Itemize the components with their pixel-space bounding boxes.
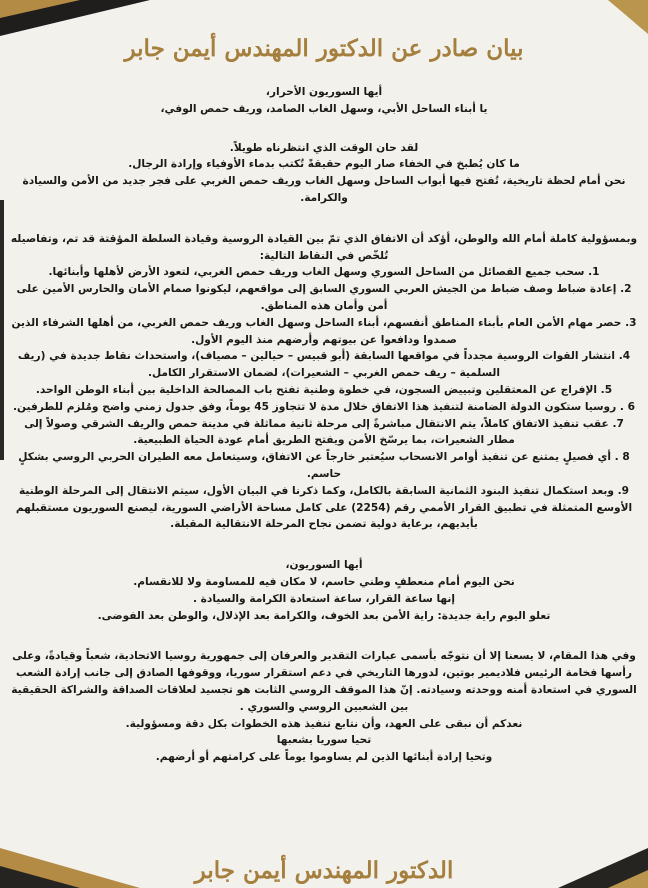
appeal-line: إنها ساعة القرار، ساعة استعادة الكرامة والسيادة . [192, 592, 456, 605]
point-item: 3. حصر مهام الأمن العام بأبناء المناطق أنفسهم، أبناء الساحل وسهل الغاب وريف حمص الغربي، من أهلها الشرفاء الذين صمدوا ودافعوا عن بيوتهم وأرضهم منذ اليوم الأول. [11, 316, 637, 346]
point-item: 1. سحب جميع الفصائل من الساحل السوري وسهل الغاب وريف حمص الغربي، لتعود الأرض لأهلها وأبنائها. [48, 266, 600, 279]
closing-line: وتحيا إرادة أبنائها الذين لم يساوموا يوماً على كرامتهم أو أرضهم. [155, 751, 493, 764]
point-item: 9. وبعد استكمال تنفيذ البنود الثمانية السابقة بالكامل، وكما ذكرنا في البيان الأول، سيتم الانتقال إلى المرحلة الوطنية الأوسع المتمثلة في تطبيق القرار الأممي رقم (2254) على كامل مساحة الأراضي السورية، ليصنع السوريون مستقبلهم بأيديهم، برعاية دولية تضمن نجاح المرحلة الانتقالية المقبلة. [15, 484, 633, 531]
opening-line: ما كان يُطبخ في الخفاء صار اليوم حقيقةً تُكتب بدماء الأوفياء وإرادة الرجال. [128, 158, 520, 171]
point-item: 2. إعادة ضباط وصف ضباط من الجيش العربي السوري السابق إلى مواقعهم، ليكونوا صمام الأمان والحارس الأمين على أمن وأمان هذه المناطق. [16, 283, 632, 312]
point-item: 8 . أي فصيلٍ يمتنع عن تنفيذ أوامر الانسحاب سيُعتبر خارجاً عن الاتفاق، وسيتعامل معه الطيران الحربي الروسي بشكلٍ حاسم. [18, 451, 630, 480]
intro-line: يا أبناء الساحل الأبي، وسهل الغاب الصامد، وريف حمص الوفي، [160, 102, 488, 115]
point-item: 7. عقب تنفيذ الاتفاق كاملاً، يتم الانتقال مباشرةً إلى مرحلة ثانية مماثلة في مدينة حمص والريف الشرقي وصولاً إلى مطار الشعيرات، بما يرسّخ الأمن ويفتح الطريق أمام عودة الحياة الطبيعية. [24, 417, 624, 447]
appeal-line: أيها السوريون، [285, 559, 363, 572]
closing-paragraph: وفي هذا المقام، لا يسعنا إلا أن نتوجّه بأسمى عبارات التقدير والعرفان إلى جمهورية روسيا الاتحادية، شعباً وقيادةً، وعلى رأسها فخامة الرئيس فلاديمير بوتين، لدورها التاريخي في دعم استقرار سوريا، ووقوفها الصادق إلى جانب إرادة الشعب السوري في استعادة أمنه ووحدته وسيادته. إنّ هذا الموقف الروسي الثابت هو تجسيد لعلاقات الصداقة والشراكة الحقيقية بين الشعبين الروسي والسوري . [11, 650, 637, 713]
closing-line: نعدكم أن نبقى على العهد، وأن نتابع تنفيذ هذه الخطوات بكل دقة ومسؤولية. [125, 717, 523, 730]
statement-title: بيان صادر عن الدكتور المهندس أيمن جابر [124, 35, 524, 62]
opening-line: لقد حان الوقت الذي انتظرناه طويلاً. [229, 141, 419, 154]
lead-paragraph: وبمسؤولية كاملة أمام الله والوطن، أؤكد أن الاتفاق الذي تمّ بين القيادة الروسية وقيادة السلطة المؤقتة قد تم، وتفاصيله تُلخّص في النقاط التالية: [10, 232, 638, 262]
appeal-line: تعلو اليوم راية جديدة: راية الأمن بعد الخوف، والكرامة بعد الإذلال، والوطن بعد الفوضى. [97, 609, 551, 622]
point-item: 6 . روسيا ستكون الدولة الضامنة لتنفيذ هذا الاتفاق خلال مدة لا تتجاوز 45 يوماً، وفق جدول زمني واضح ومُلزم للطرفين. [12, 400, 636, 413]
point-item: 5. الإفراج عن المعتقلين وتبييض السجون، في خطوة وطنية تفتح باب المصالحة الداخلية بين أبناء الوطن الواحد. [35, 383, 613, 396]
opening-line: نحن أمام لحظة تاريخية، تُفتح فيها أبواب الساحل وسهل الغاب وريف حمص الغربي على فجر جديد من الأمن والسيادة والكرامة. [22, 175, 626, 204]
closing-line: تحيا سوريا بشعبها [276, 734, 372, 747]
statement-document [10, 0, 638, 766]
left-edge-bar [0, 200, 4, 460]
signature: الدكتور المهندس أيمن جابر [194, 857, 454, 884]
appeal-line: نحن اليوم أمام منعطفٍ وطني حاسم، لا مكان فيه للمساومة ولا للانقسام. [133, 575, 515, 588]
point-item: 4. انتشار القوات الروسية مجدداً في مواقعها السابقة (أبو قبيس – حيالين – مصياف)، واستحداث نقاط جديدة في (ريف السلمية – ريف حمص الغربي – الشعيرات)، لضمان الاستقرار الكامل. [17, 350, 631, 380]
intro-line: أيها السوريون الأحرار، [265, 86, 383, 98]
